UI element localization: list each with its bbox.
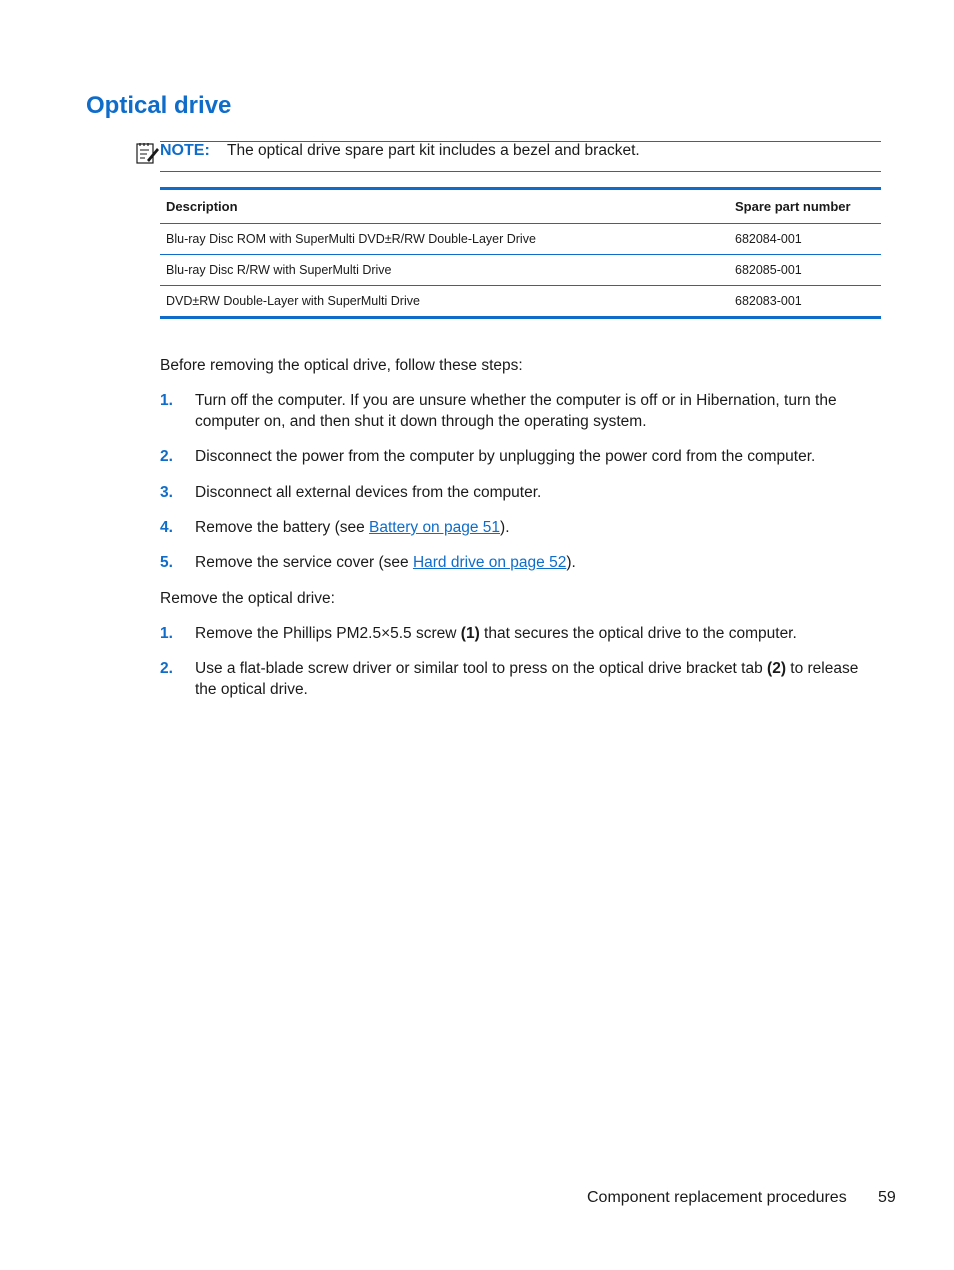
step-number: 1. xyxy=(160,392,173,409)
step-text: Disconnect the power from the computer by unplugging the power cord from the computer. xyxy=(195,448,816,465)
step-text: Disconnect all external devices from the computer. xyxy=(195,484,542,501)
footer-section-title: Component replacement procedures xyxy=(587,1189,847,1206)
prep-intro: Before removing the optical drive, follow these steps: xyxy=(160,357,523,374)
step-text xyxy=(195,658,882,700)
page-number: 59 xyxy=(878,1189,896,1206)
table-row xyxy=(160,224,881,255)
step-text xyxy=(195,552,882,573)
table-header-row xyxy=(160,189,881,224)
callout-number: (2) xyxy=(767,660,786,677)
part-number-header: Spare part number xyxy=(729,189,881,224)
table-row xyxy=(160,286,881,318)
note-box xyxy=(160,141,881,172)
spare-parts-table xyxy=(160,187,881,319)
note-label: NOTE: xyxy=(160,142,210,159)
step-text-before: Remove the Phillips PM2.5×5.5 screw xyxy=(195,625,461,642)
description-cell: Blu-ray Disc R/RW with SuperMulti Drive xyxy=(160,255,729,286)
step-number: 5. xyxy=(160,554,173,571)
step-text: Turn off the computer. If you are unsure whether the computer is off or in Hibernation, turn the computer on, and then shut it down through the operating system. xyxy=(195,392,837,430)
hard-drive-link[interactable]: Hard drive on page 52 xyxy=(412,554,567,571)
battery-link[interactable]: Battery on page 51 xyxy=(369,519,501,536)
step-number: 2. xyxy=(160,660,173,677)
step-number: 2. xyxy=(160,448,173,465)
step-text-after: that secures the optical drive to the computer. xyxy=(479,625,797,642)
step-number: 3. xyxy=(160,484,173,501)
part-number-cell: 682083-001 xyxy=(735,294,802,308)
table-row xyxy=(160,255,881,286)
part-number-cell: 682084-001 xyxy=(729,224,881,255)
step-text xyxy=(195,623,882,644)
step-text-before: Remove the service cover (see xyxy=(195,554,413,571)
remove-intro: Remove the optical drive: xyxy=(160,590,335,607)
step-text-after: ). xyxy=(566,554,576,571)
step-number: 1. xyxy=(160,625,173,642)
page-title: Optical drive xyxy=(86,92,232,119)
note-text: The optical drive spare part kit includes a bezel and bracket. xyxy=(227,142,640,159)
description-cell: Blu-ray Disc ROM with SuperMulti DVD±R/RW Double-Layer Drive xyxy=(160,224,729,255)
description-cell: DVD±RW Double-Layer with SuperMulti Drive xyxy=(166,294,420,308)
note-pad-icon xyxy=(135,141,159,165)
callout-number: (1) xyxy=(460,625,480,642)
step-text-after: to release the optical drive. xyxy=(195,660,859,698)
part-number-cell: 682085-001 xyxy=(729,255,881,286)
step-text-after: ). xyxy=(500,519,510,536)
step-number: 4. xyxy=(160,519,173,536)
description-header: Description xyxy=(160,189,729,224)
step-text-before: Use a flat-blade screw driver or similar tool to press on the optical drive bracket tab xyxy=(195,660,768,677)
step-text xyxy=(195,517,882,538)
step-text-before: Remove the battery (see xyxy=(195,519,370,536)
